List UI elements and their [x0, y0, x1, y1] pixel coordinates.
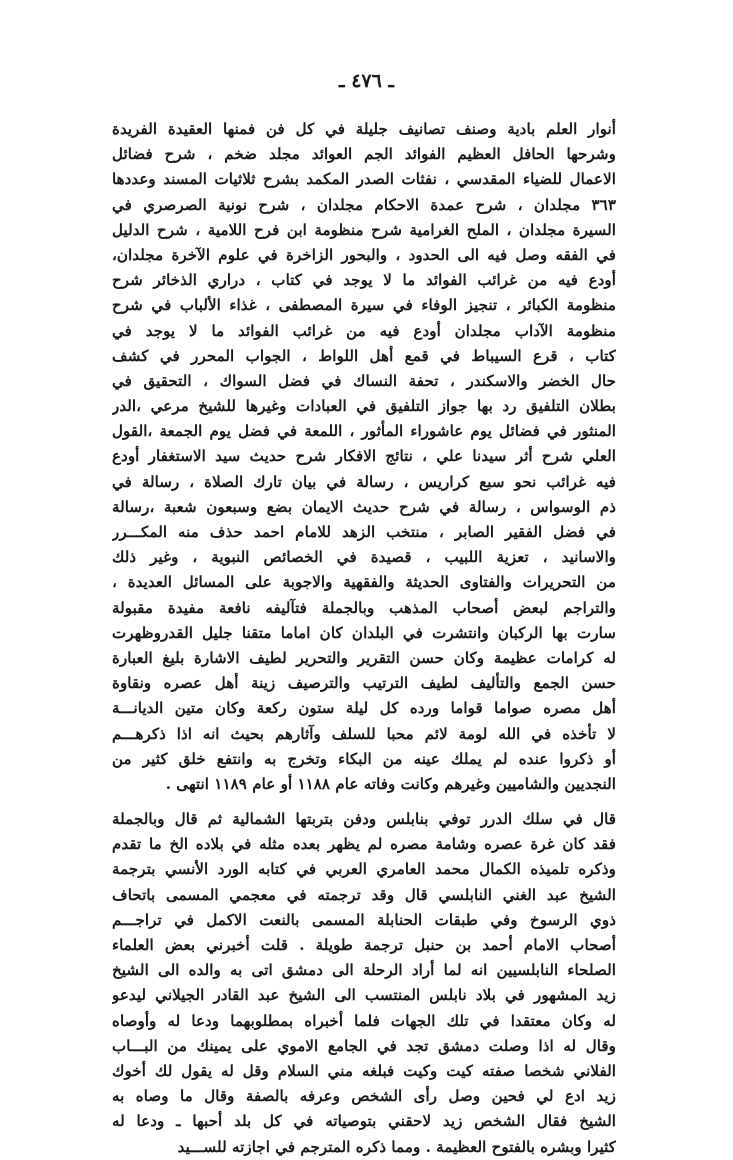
paragraph-1	[112, 117, 616, 797]
text-line: بطلان التلفيق رد بها جواز التلفيق في العبادات وغيرها للشيخ مرعي ،الدر	[112, 397, 616, 416]
text-line: أصحاب الامام أحمد بن حنبل ترجمة طويلة . قلت أخبرني بعض العلماء	[112, 936, 616, 954]
text-line: المنثور في فضائل يوم عاشوراء المأثور ، اللمعة في فضل يوم الجمعة ،القول	[112, 422, 616, 441]
text-line: وقال له اذا وصلت دمشق تجد في الجامع الاموي على يمينك من البـــاب	[112, 1036, 616, 1055]
text-line: منظومة الآداب مجلدان أودع فيه من غرائب الفوائد ما لا يوجد في	[112, 321, 616, 340]
text-line: الفلاني شخصا صفته كيت وكيت فبلغه مني السلام وقل له يقول لك أخوك	[112, 1061, 616, 1080]
text-line: الشيخ فقال الشخص زيد لاحقني بتوصياته في كل بلد أحبها ـ ودعا له	[112, 1112, 616, 1131]
text-line: من التحريرات والفتاوى الحديثة والفقهية والاجوبة على المسائل العديدة ،	[112, 573, 616, 592]
text-line: قال في سلك الدرر توفي بنابلس ودفن بتربتها الشمالية ثم قال وبالجملة	[112, 810, 616, 829]
paragraph-2	[112, 807, 616, 1160]
text-line: أودع فيه من غرائب الفوائد ما لا يوجد في كتاب ، دراري الذخائر شرح	[112, 271, 616, 290]
text-line: العلي شرح أثر سيدنا علي ، نتائج الافكار شرح حديث سيد الاستغفار أودع	[112, 447, 616, 466]
text-line: وشرحها الحافل العظيم الفوائد الجم العوائد مجلد ضخم ، شرح فضائل	[112, 145, 616, 164]
text-line: منظومة الكبائر ، تنجيز الوفاء في سيرة المصطفى ، غذاء الألباب في شرح	[112, 296, 616, 315]
text-line: في الفقه وصل فيه الى الحدود ، والبحور الزاخرة في علوم الآخرة مجلدان،	[112, 245, 616, 264]
page-number: ـ ٤٧٦ ـ	[339, 70, 394, 92]
text-line: سارت بها الركبان وانتشرت في البلدان كان اماما متقنا جليل القدروظهرت	[112, 623, 616, 642]
text-line: ذوي الرسوخ وفي طبقات الحنابلة المسمى بالنعت الاكمل في تراجـــم	[112, 910, 616, 929]
text-body	[112, 117, 616, 1160]
paragraph-gap	[112, 797, 616, 807]
text-line: في فضل الفقير الصابر ، منتخب الزهد للامام احمد حذف منه المكـــرر	[112, 523, 616, 541]
text-line: الشيخ عبد الغني النابلسي قال وقد ترجمته في معجمي المسمى باتحاف	[112, 885, 616, 904]
text-line: كتاب ، قرع السيباط في قمع أهل اللواط ، الجواب المحرر في كشف	[112, 346, 616, 365]
text-line: ٣٦٣ مجلدان ، شرح عمدة الاحكام مجلدان ، شرح نونية الصرصري في	[112, 195, 616, 214]
text-line: ذم الوسواس ، رسالة في شرح حديث الايمان بضع وسبعون شعبة ،رسالة	[112, 497, 616, 516]
text-line: لا تأخذه في الله لومة لائم محبا للسلف وآثارهم بحيث انه اذا ذكرهـــم	[112, 724, 616, 743]
text-line: النجديين والشاميين وغيرهم وكانت وفاته عام ١١٨٨ أو عام ١١٨٩ انتهى .	[165, 774, 616, 793]
text-line: زيد المشهور في بلاد نابلس المنتسب الى الشيخ عبد القادر الجيلاني ليدعو	[112, 986, 616, 1005]
text-line: الصلحاء النابلسيين انه لما أراد الرحلة الى دمشق اتى به والده الى الشيخ	[112, 961, 616, 980]
text-line: زيد ادع لي فحين وصل رأى الشخص وعرفه بالصفة وقال ما وصاه به	[112, 1087, 616, 1106]
text-line: الاعمال للضياء المقدسي ، نفثات الصدر المكمد بشرح ثلاثيات المسند وعددها	[112, 170, 616, 189]
text-line: له وكان معتقدا في تلك الجهات فلما أخبراه بمطلوبهما ودعا له وأوصاه	[112, 1011, 616, 1030]
text-line: والاسانيد ، تعزية اللبيب ، قصيدة في الخصائص النبوية ، وغير ذلك	[112, 548, 616, 567]
text-line: أو ذكروا عنده لم يملك عينه من البكاء وتخرج به وانتفع خلق كثير من	[112, 749, 616, 768]
text-line: له كرامات عظيمة وكان حسن التقرير والتحرير لطيف الاشارة بليغ العبارة	[112, 648, 616, 667]
text-line: فقد كان غرة عصره وشامة مصره لم يظهر بعده مثله في بلاده الخ ما تقدم	[112, 835, 616, 854]
text-line: والتراجم لبعض أصحاب المذهب وبالجملة فتآليفه نافعة مفيدة مقبولة	[112, 598, 616, 617]
text-line: أهل مصره صواما قواما ورده كل ليلة ستون ركعة وكان متين الديانـــة	[112, 699, 616, 718]
text-line: حسن الجمع والتأليف لطيف الترتيب والترصيف زينة أهل عصره ونقاوة	[112, 674, 616, 693]
text-line: فيه غرائب نحو سبع كراريس ، رسالة في بيان تارك الصلاة ، رسالة في	[112, 472, 616, 491]
text-line: حال الخضر والاسكندر ، تحفة النساك في فضل السواك ، التحقيق في	[112, 371, 616, 390]
text-line: كثيرا وبشره بالفتوح العظيمة . ومما ذكره المترجم في اجازته للســـيد	[177, 1137, 616, 1156]
text-line: أنوار العلم بادية وصنف تصانيف جليلة في كل فن فمنها العقيدة الفريدة	[112, 120, 616, 138]
text-line: السيرة مجلدان ، الملح الغرامية شرح منظومة ابن فرح اللامية ، شرح الدليل	[112, 220, 616, 239]
text-line: وذكره تلميذه الكمال محمد العامري العربي في كتابه الورد الأنسي بترجمة	[112, 860, 616, 879]
